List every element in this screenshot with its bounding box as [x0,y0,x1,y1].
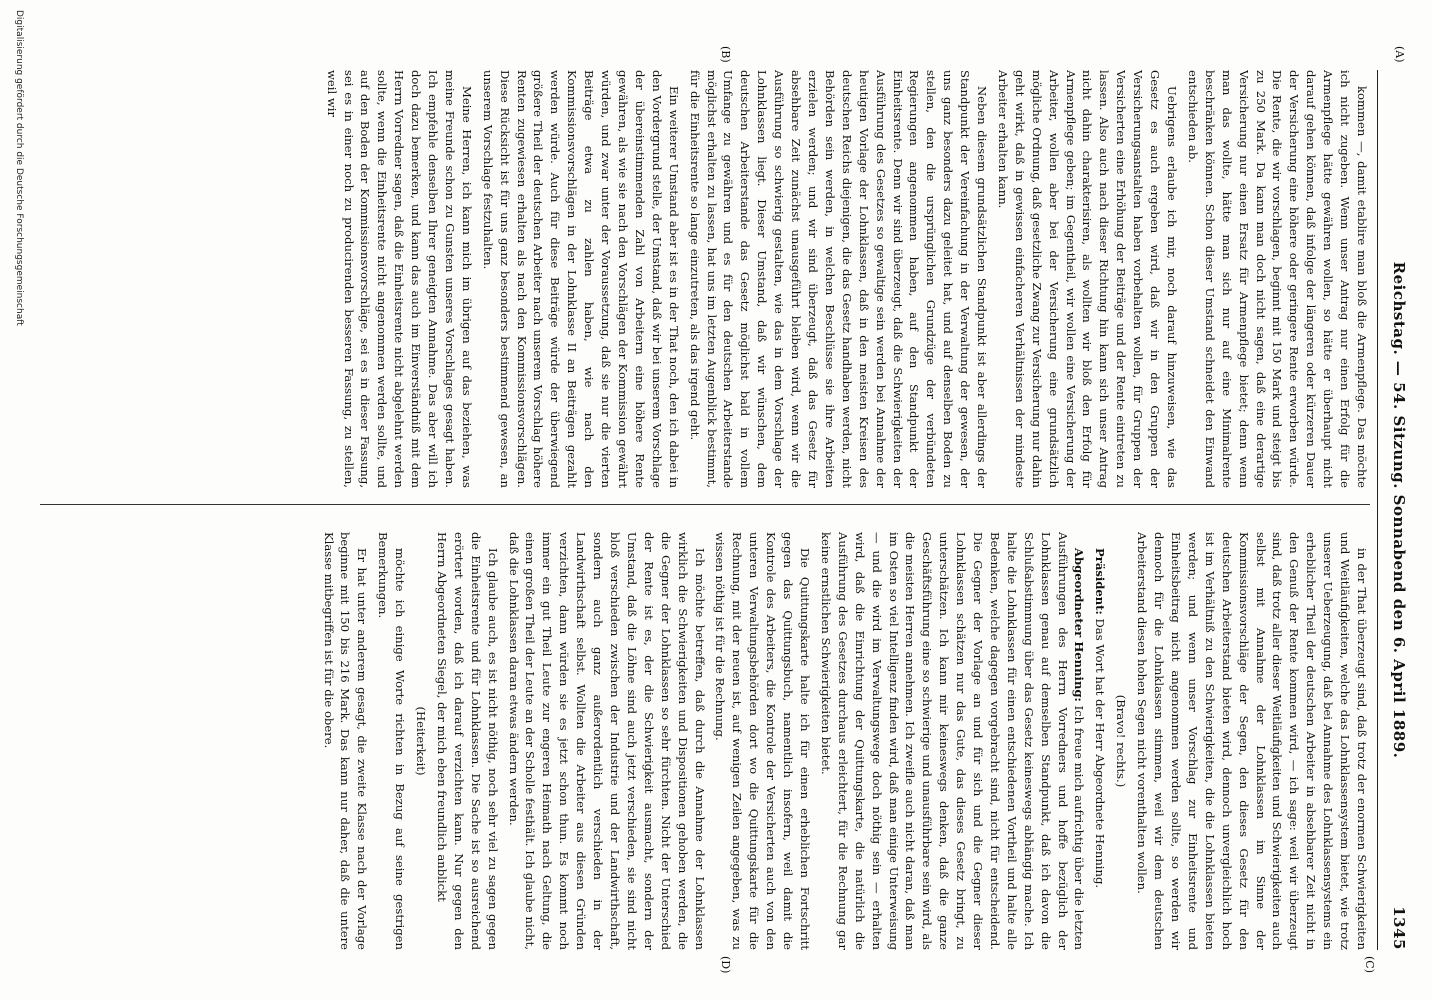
paragraph: Die Quittungskarte halte ich für einen erheblichen Fortschritt gegen das Quittungsbuch, namentlich insofern, weil damit die Kontrole des Arbeiters, die Kontrole der Versicherten auch von den unteren Verwaltungsbehörden dort wo die Quittungskarte für die Rechnung, mit der neuen ist, auf wenigen Zeilen angegeben, was zu wissen nöthig ist für die Rechnung. [713,532,812,950]
margin-marker-a: (A) [1393,46,1406,63]
paragraph: Ich glaube auch, es ist nicht nöthig, noch sehr viel zu sagen gegen die Einheitsrente und für Lohnklassen. Die Sache ist so ausreichend erörtert worden, daß ich darauf verzichten kann. Nur gegen den Herrn Abgeordneten Siegel, der mich eben freundlich anblickt [434,532,500,950]
paragraph: Meine Herren, ich kann mich im übrigen auf das beziehen, was meine Freunde schon zu Gunsten unseres Vorschlages gesagt haben. Ich empfehle denselben Ihrer geneigten Annahme. Das aber will ich doch dazu bemerken, und kann das auch im Einverständniß mit dem Herrn Vorredner sagen, daß die Einheitsrente nicht abgelehnt werden sollte, wenn die Einheitsrente nicht angenommen werden sollte, und auf den Boden der Kommissionsvorschläge, sei es in dieser Fassung, sei es in einer noch zu producirenden besseren Fassung, zu stellen, weil wir [324,70,474,488]
president-statement [1092,532,1109,950]
digitization-credit: Digitalisierung gefördert durch die Deutsche Forschungsgemeinschaft [14,10,24,326]
speaker-label: Präsident: [1093,548,1108,615]
speaker-intro [817,532,1088,950]
speech-text: Ich freue mich aufrichtig über die letzten Ausführungen des Herrn Vorredners und hoffe bezüglich der Lohnklassen genau auf demselben Standpunkt, daß ich davon die Schlußabstimmung über das Gesetz keineswegs abhängig mache. Ich halte die Lohnklassen für einen entschiedenen Vortheil und halte alle Bedenken, welche dagegen vorgebracht sind, nicht für entscheidend. Die Gegner der Vorlage an und für sich und die Gegner dieser Lohnklassen schätzen nur das Gute, das dieses Gesetz bringt, zu unterschätzen. Ich kann mir keineswegs denken, daß die ganze Geschäftsführung eine so schwierige und unausführbare sein wird, als die meisten Herren annehmen. Ich zweifle auch nicht daran, daß man im Osten so viel Intelligenz finden wird, daß man einige Unterweisung — und die wird im Verwaltungswege doch nöthig sein — erhalten wird, daß die Einrichtung der Quittungskarte, die natürlich die Ausführung des Gesetzes durchaus erleichtert, für die Rechnung gar keine ernstlichen Schwierigkeiten bietet. [818,532,1087,950]
page-number: 1345 [1390,906,1408,950]
paragraph: Neben diesem grundsätzlichen Standpunkt ist aber allerdings der Standpunkt der Vereinfachung in der Verwaltung der gewesen, der uns ganz besonders dazu geleitet hat, und auf denselben Boden zu stellen, den die ursprünglichen Grundzüge der verbündeten Regierungen angenommen haben, auf den Standpunkt der Einheitsrente. Denn wir sind überzeugt, daß die Schwierigkeiten der Ausführung des Gesetzes so gewaltige sein werden bei Annahme der heutigen Vorlage der Lohnklassen, daß in den meisten Kreisen des deutschen Reichs diejenigen, die das Gesetz handhaben werden, nicht Behörden sein werden, in welchen Beschlüsse sie ihre Arbeiten erzielen werden; und wir sind überzeugt, daß das Gesetz für absehbare Zeit zunächst unausgeführt bleiben wird, wenn wir die Ausführung so schwierig gestalten, wie das in dem Vorschlage der Lohnklassen liegt. Dieser Umstand, daß wir wünschen, dem deutschen Arbeiterstande das Gesetz möglichst bald in vollem Umfange zu gewähren und es für den deutschen Arbeiterstande möglichst erhalten zu lassen, hat uns im letzten Augenblick bestimmt, für die Einheitsrente so lange einzutreten, als das irgend geht. [687,70,990,488]
paragraph: Ein weiterer Umstand aber ist es in der That noch, den ich dabei in den Vordergrund stelle, der Umstand, daß wir bei unserem Vorschlage der übereinstimmenden Zahl von Arbeitern eine höhere Rente gewähren, als wie sie nach den Vorschlägen der Kommission gewährt würden, und zwar unter der Voraussetzung, daß sie nur die vierten Beiträge etwa zu zahlen haben, wie nach den Kommissionsvorschlägen in der Lohnklasse II an Beiträgen gezahlt werden würde. Auch für diese Beiträge würde der überwiegend größere Theil der deutschen Arbeiter nach unserem Vorschlag höhere Renten zugewiesen erhalten als nach den Kommissionsvorschlägen. Diese Rücksicht ist für uns ganz besonders bestimmend gewesen, an unserem Vorschlage festzuhalten. [480,70,681,488]
paragraph: in der That überzeugt sind, daß trotz der enormen Schwierigkeiten und Weitläufigkeiten, welche das Lohnklassensystem bietet, wie trotz unserer Ueberzeugung, daß bei Annahme des Lohnklassensystems ein erheblicher Theil der deutschen Arbeiter in absehbarer Zeit nicht in den Genuß der Rente kommen wird, — ich sage: weil wir überzeugt sind, daß trotz aller dieser Weitläufigkeiten und Schwierigkeiten auch selbst mit Annahme der Lohnklassen im Sinne der Kommissionsvorschläge der Segen, den dieses Gesetz für den deutschen Arbeiterstand bieten wird, dennoch unvergleichlich hoch ist im Verhältniß zu den Schwierigkeiten, die die Lohnklassen bieten werden; und wenn unser Vorschlag zur Einheitsrente und Einheitsbeitrag nicht angenommen werden sollte, so werden wir dennoch für die Lohnklassen stimmen, weil wir dem deutschen Arbeiterstand diesen hohen Segen nicht vorenthalten wollen. [1135,532,1369,950]
header-rule [1377,70,1378,950]
paragraph: kommen —, damit etablire man bloß die Armenpflege. Das möchte ich nicht zugeben. Wenn unser Antrag nur einen Erfolg für die Armenpflege hätte gewähren wollen, so hätte er überhaupt nicht darauf gehen können, daß infolge der längeren oder kürzeren Dauer der Versicherung eine höhere oder geringere Rente erworben würde. Die Rente, die wir vorschlagen, beginnt mit 150 Mark und steigt bis zu 250 Mark. Da kann man doch nicht sagen, daß eine derartige Versicherung nur einen Ersatz für Armenpflege bietet; denn wenn man das wollte, hätte man sich nur auf eine Minimalrente beschränken können. Schon dieser Umstand schneidet den Einwand entschieden ab. [1185,70,1369,488]
paragraph: Uebrigens erlaube ich mir, noch darauf hinzuweisen, wie das Gesetz es auch ergeben wird, daß wir in den Gruppen der Versicherungsanstalten haben vorbehalten wollen, für Gruppen der Versicherten eine Erhöhung der Beiträge und der Rente eintreten zu lassen. Also auch nach dieser Richtung hin kann sich unser Antrag nicht dahin charakterisiren, als wollten wir bloß den Erfolg für Armenpflege geben; im Gegentheil, wir wollen eine Versicherung der Arbeiter, wollen aber bei der Versicherung eine grundsätzlich mögliche Ordnung, daß gesetzliche Zwang zur Versicherung nur dahin geht wirkt, daß in gewissen einfacheren Verhältnissen der mindeste Arbeiter erhalten kann. [995,70,1180,488]
margin-marker-d: (D) [719,956,732,974]
paragraph: Er hat unter anderem gesagt, die zweite Klasse nach der Vorlage beginne mit 150 bis 216 Mark. Das kann nur daher, daß die untere Klasse mitbegriffen ist für die obere. [321,532,370,950]
statement-text: Das Wort hat der Herr Abgeordnete Henning. [1093,618,1108,889]
running-title: Reichstag. — 54. Sitzung. Sonnabend den 6. April 1889. [1390,261,1408,759]
column-divider [40,504,1370,505]
left-column [40,70,1370,488]
speaker-label: Abgeordneter Henning: [1072,548,1087,702]
page-header [1382,70,1408,950]
right-column [40,532,1370,950]
laughter-note: (Heiterkeit) [414,706,429,776]
applause-note: (Bravo! rechts.) [1114,694,1129,788]
paragraph: möchte ich einige Worte richten in Bezug auf seine gestrigen Bemerkungen. [376,532,408,950]
paragraph: Ich möchte betreffen, daß durch die Annahme der Lohnklassen wirklich die Schwierigkeiten und Dispositionen gehoben werden, die die Gegner der Lohnklassen so sehr fürchten. Nicht der Unterschied der Rente ist es, der die Schwierigkeit ausmacht, sondern der Umstand, daß die Löhne sind auch jetzt verschieden, sie sind nicht bloß verschieden zwischen der Industrie und der Landwirthschaft, sondern auch ganz außerordentlich verschieden in der Landwirthschaft selbst. Wollten die Arbeiter aus diesen Gründen verzichten, dann würden sie es jetzt schon thun. Es kommt noch immer ein gut Theil Leute zur engeren Heimath nach Geltung, die einen großen Theil der Leute an der Scholle festhält. Ich glaube nicht, daß die Lohnklassen daran etwas ändern werden. [506,532,707,950]
margin-marker-b: (B) [719,46,732,63]
margin-marker-c: (C) [1363,956,1376,973]
